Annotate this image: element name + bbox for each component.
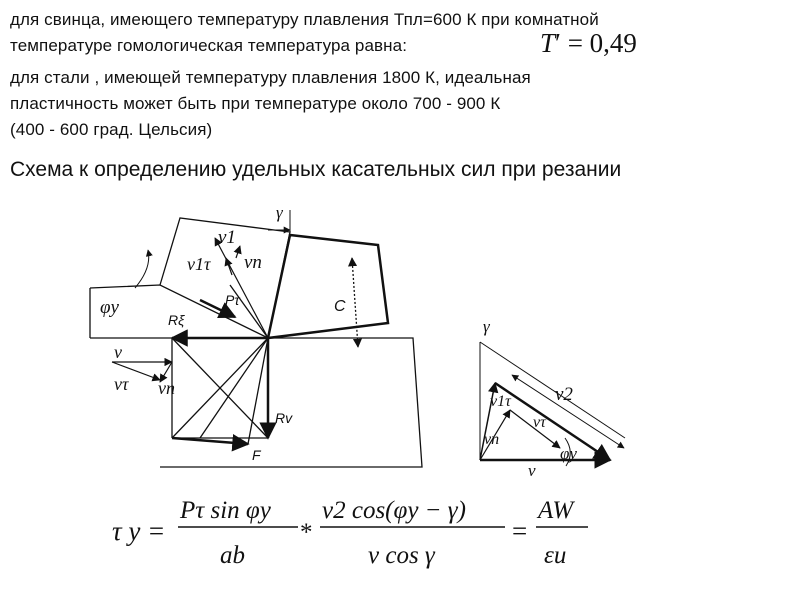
v2-arrow-right (495, 383, 610, 460)
tau-y-formula (112, 497, 588, 569)
label-v2: v2 (555, 384, 573, 405)
text-line-2: температуре гомологическая температура равна: (10, 36, 408, 55)
label-r-v: Rv (275, 410, 293, 426)
label-f: F (252, 447, 261, 463)
label-c: C (334, 298, 346, 315)
formula-num2: v2 cos(φy − γ) (322, 497, 466, 524)
text-line-1: для свинца, имеющего температуру плавления Тпл=600 К при комнатной (10, 10, 599, 29)
label-p-tau: Pτ (225, 292, 240, 308)
formula-variable-t: T (540, 28, 556, 58)
label-phi-y-right: φy (560, 444, 577, 463)
label-v1: v1 (218, 227, 236, 248)
label-v1tau: v1τ (187, 254, 211, 274)
f-arrow (172, 438, 248, 444)
text-line-4: пластичность может быть при температуре около 700 - 900 К (10, 94, 501, 113)
label-gamma-right: γ (483, 317, 490, 336)
phi-y-arc (135, 250, 149, 288)
label-vn-left: vn (158, 378, 175, 398)
label-vtau-right: vτ (533, 414, 546, 431)
formula-den3: εu (544, 542, 567, 569)
label-vn-top: vn (244, 252, 262, 273)
workpiece-outline (90, 285, 422, 467)
label-gamma-top: γ (276, 203, 283, 222)
label-v-left: v (114, 342, 122, 362)
vn-top-arrow (236, 246, 240, 258)
label-vtau-left: vτ (114, 374, 129, 394)
formula-num1: Pτ sin φy (180, 497, 271, 524)
formula-num3: AW (538, 497, 574, 524)
label-v1tau-right: v1τ (490, 393, 511, 410)
label-phi-y: φy (100, 297, 119, 318)
label-v-right: v (528, 461, 536, 480)
text-line-5: (400 - 600 град. Цельсия) (10, 120, 213, 139)
label-vn-right: vn (484, 431, 500, 448)
v1tau-arrow (226, 258, 232, 275)
label-r-xi: Rξ (168, 312, 185, 328)
formula-eq: = (512, 516, 528, 546)
resolution-line-4 (200, 338, 268, 438)
formula-star: * (300, 519, 313, 546)
formula-lhs: τ y = (112, 516, 166, 546)
diagram-heading: Схема к определению удельных касательных сил при резании (10, 158, 622, 181)
cutting-tool (268, 235, 388, 338)
c-dimension-line (352, 258, 358, 347)
text-line-3: для стали , имеющей температуру плавления 1800 К, идеальная (10, 68, 531, 87)
formula-den2: v cos γ (368, 542, 435, 569)
formula-value: ′ = 0,49 (555, 28, 637, 58)
formula-den1: ab (220, 542, 245, 569)
